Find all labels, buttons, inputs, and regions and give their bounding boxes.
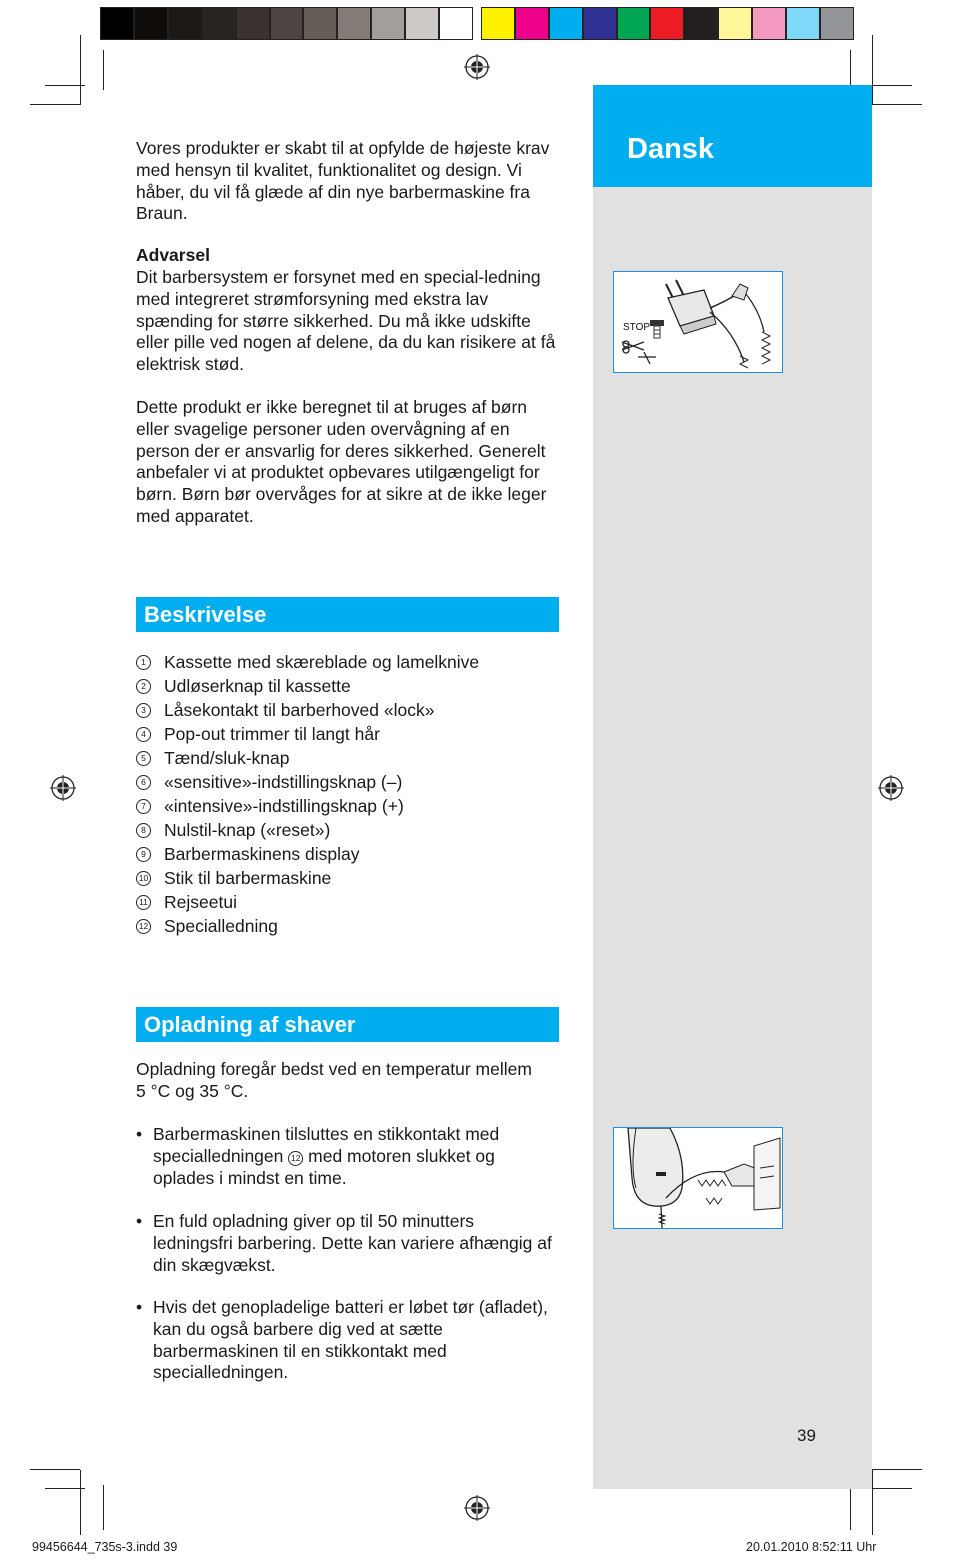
bullet-text: En fuld opladning giver op til 50 minutters ledningsfri barbering. Dette kan variere afhængig af din skægvækst. — [153, 1211, 552, 1275]
color-swatch — [786, 7, 820, 40]
section-header-charging — [136, 1007, 559, 1042]
color-swatch — [100, 7, 134, 40]
figure-plug-warning — [613, 271, 783, 373]
bullet-text-part: Barbermaskinen tilsluttes en stikkontakt med specialledningen — [153, 1124, 500, 1166]
part-number-12: 12 — [288, 1151, 303, 1166]
part-label: Specialledning — [164, 916, 278, 936]
list-item — [136, 746, 479, 770]
bullet-text — [153, 1124, 553, 1189]
crop-mark — [45, 85, 85, 86]
footer-timestamp: 20.01.2010 8:52:11 Uhr — [746, 1540, 877, 1554]
registration-mark-icon — [50, 775, 76, 801]
part-number: 10 — [136, 871, 151, 886]
list-item — [136, 794, 479, 818]
color-swatch — [549, 7, 583, 40]
color-swatch — [168, 7, 202, 40]
crop-mark — [850, 50, 851, 90]
list-item — [136, 914, 479, 938]
part-label: «sensitive»-indstillingsknap (–) — [164, 772, 403, 792]
list-item — [136, 698, 479, 722]
list-item — [136, 674, 479, 698]
part-label: Barbermaskinens display — [164, 844, 360, 864]
part-label: Rejseetui — [164, 892, 237, 912]
crop-mark — [872, 35, 873, 105]
registration-mark-icon — [464, 54, 490, 80]
color-swatch — [405, 7, 439, 40]
intro-paragraph: Vores produkter er skabt til at opfylde de højeste krav med hensyn til kvalitet, funktionalitet og design. Vi håber, du vil få glæde af din nye barbermaskine fra Braun. — [136, 138, 550, 224]
crop-mark — [872, 1488, 912, 1489]
list-item — [136, 842, 479, 866]
warning-paragraph: Dit barbersystem er forsynet med en special-ledning med integreret strømforsyning med ekstra lav spænding for større sikkerhed. Du må ikke udskifte eller pille ved nogen af delene, da du kan risikere at få elektrisk stød. — [136, 267, 556, 375]
color-swatch — [684, 7, 718, 40]
crop-mark — [872, 104, 922, 105]
color-swatch — [617, 7, 651, 40]
stop-label: STOP — [623, 322, 651, 333]
section-title: Beskrivelse — [144, 602, 267, 627]
colorbar-gap — [473, 7, 481, 42]
section-title: Opladning af shaver — [144, 1012, 356, 1037]
language-tab — [593, 85, 872, 187]
part-number: 12 — [136, 919, 151, 934]
crop-mark — [872, 85, 912, 86]
part-label: Tænd/sluk-knap — [164, 748, 290, 768]
part-number: 2 — [136, 679, 151, 694]
list-item — [136, 866, 479, 890]
part-number: 5 — [136, 751, 151, 766]
color-swatch — [718, 7, 752, 40]
crop-mark — [80, 35, 81, 105]
registration-mark-icon — [464, 1495, 490, 1521]
part-number: 7 — [136, 799, 151, 814]
list-item — [136, 722, 479, 746]
bullet-dot: • — [136, 1297, 143, 1317]
color-calibration-bar — [100, 7, 854, 42]
children-warning-paragraph: Dette produkt er ikke beregnet til at bruges af børn eller svagelige personer uden overvågning af en person der er ansvarlig for deres sikkerhed. Generelt anbefaler vi at produktet opbevares utilgængeligt for børn. Børn bør overvåges for at sikre at de ikke leger med apparatet. — [136, 397, 547, 526]
part-number: 6 — [136, 775, 151, 790]
color-swatch — [515, 7, 549, 40]
list-item — [136, 770, 479, 794]
bullet-dot: • — [136, 1124, 143, 1144]
color-swatch — [439, 7, 473, 40]
warning-heading: Advarsel — [136, 245, 210, 265]
color-swatch — [583, 7, 617, 40]
crop-mark — [103, 50, 104, 90]
color-swatch — [236, 7, 270, 40]
crop-mark — [30, 1469, 80, 1470]
part-label: «intensive»-indstillingsknap (+) — [164, 796, 404, 816]
crop-mark — [872, 1470, 873, 1535]
part-label: Pop-out trimmer til langt hår — [164, 724, 380, 744]
color-swatch — [303, 7, 337, 40]
color-swatch — [481, 7, 515, 40]
part-number: 11 — [136, 895, 151, 910]
part-label: Udløserknap til kassette — [164, 676, 351, 696]
color-swatch — [752, 7, 786, 40]
color-swatch — [337, 7, 371, 40]
crop-mark — [872, 1469, 922, 1470]
list-item — [136, 650, 479, 674]
plug-warning-illustration — [614, 272, 782, 372]
crop-mark — [45, 1488, 85, 1489]
language-title: Dansk — [627, 133, 715, 165]
part-label: Låsekontakt til barberhoved «lock» — [164, 700, 435, 720]
list-item — [136, 890, 479, 914]
part-number: 1 — [136, 655, 151, 670]
bullet-text: Hvis det genopladelige batteri er løbet tør (afladet), kan du også barbere dig ved at sætte barbermaskinen til en stikkontakt med specialledningen. — [153, 1297, 548, 1383]
part-number: 8 — [136, 823, 151, 838]
crop-mark — [103, 1485, 104, 1530]
figure-shaver-charging — [613, 1127, 783, 1229]
charging-intro: Opladning foregår bedst ved en temperatur mellem 5 °C og 35 °C. — [136, 1059, 532, 1101]
crop-mark — [850, 1485, 851, 1530]
part-label: Nulstil-knap («reset») — [164, 820, 331, 840]
part-label: Kassette med skæreblade og lamelknive — [164, 652, 480, 672]
shaver-charging-illustration — [614, 1128, 782, 1228]
part-label: Stik til barbermaskine — [164, 868, 332, 888]
part-number: 9 — [136, 847, 151, 862]
part-number: 4 — [136, 727, 151, 742]
parts-list — [136, 650, 479, 938]
registration-mark-icon — [878, 775, 904, 801]
color-swatch — [134, 7, 168, 40]
crop-mark — [30, 104, 80, 105]
color-swatch — [650, 7, 684, 40]
crop-mark — [80, 1470, 81, 1535]
color-swatch — [371, 7, 405, 40]
section-header-description — [136, 597, 559, 632]
page-number: 39 — [797, 1426, 816, 1445]
color-swatch — [270, 7, 304, 40]
bullet-dot: • — [136, 1211, 143, 1231]
color-swatch — [202, 7, 236, 40]
list-item — [136, 818, 479, 842]
part-number: 3 — [136, 703, 151, 718]
footer-file-info: 99456644_735s-3.indd 39 — [32, 1540, 178, 1554]
color-swatch — [820, 7, 854, 40]
bullet-text-part: med motoren slukket og oplades i mindst en time. — [153, 1145, 495, 1188]
